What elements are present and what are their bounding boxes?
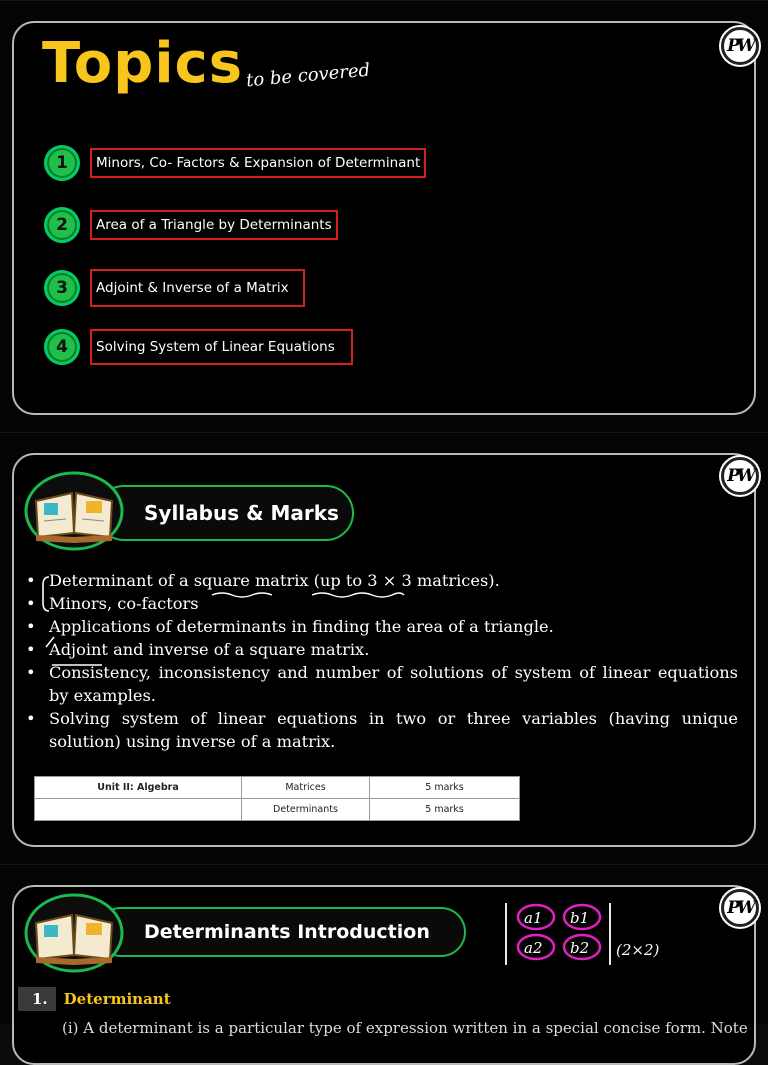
section-heading: Determinants Introduction xyxy=(144,921,430,943)
section-heading-pill xyxy=(96,485,354,541)
topic-number-badge: 3 xyxy=(44,270,80,306)
slide-determinants-intro xyxy=(0,864,768,1037)
topic-item xyxy=(44,269,305,307)
pw-logo: PW xyxy=(721,27,759,65)
bullet-item: • Consistency, inconsistency and number of solutions of system of linear equations by examples. xyxy=(22,661,738,707)
table-row xyxy=(35,799,520,821)
slide-syllabus xyxy=(0,432,768,864)
section-heading-pill xyxy=(96,907,466,957)
topic-label: Solving System of Linear Equations xyxy=(90,329,353,365)
subtitle-handwritten: to be covered xyxy=(245,59,371,92)
marks-table xyxy=(34,776,520,821)
topic-item xyxy=(44,207,338,243)
handwritten-annotations xyxy=(32,571,732,671)
section-title-row xyxy=(18,987,171,1011)
topics-card xyxy=(12,21,756,415)
handwritten-determinant xyxy=(498,893,698,973)
table-cell: Unit II: Algebra xyxy=(35,777,242,799)
section-number: 1. xyxy=(18,987,56,1011)
topic-item xyxy=(44,145,426,181)
pw-logo: PW xyxy=(721,889,759,927)
open-book-icon xyxy=(24,471,124,551)
topic-number-badge: 4 xyxy=(44,329,80,365)
matrix-order: (2×2) xyxy=(616,941,660,959)
section-heading: Syllabus & Marks xyxy=(144,501,339,525)
bullet-item: • Applications of determinants in finding the area of a triangle. xyxy=(22,615,738,638)
open-book-icon xyxy=(24,893,124,973)
entry-a2: a2 xyxy=(524,939,543,957)
topic-item xyxy=(44,329,353,365)
topic-number-badge: 1 xyxy=(44,145,80,181)
entry-b2: b2 xyxy=(570,939,590,957)
definition-text: (i) A determinant is a particular type of expression written in a special concise form. Note xyxy=(62,1019,748,1037)
bullet-item: • Solving system of linear equations in two or three variables (having unique solution) using inverse of a matrix. xyxy=(22,707,738,753)
topic-label: Adjoint & Inverse of a Matrix xyxy=(90,269,305,307)
entry-b1: b1 xyxy=(570,909,590,927)
topic-label: Area of a Triangle by Determinants xyxy=(90,210,338,240)
slide-topics xyxy=(0,0,768,432)
table-cell xyxy=(35,799,242,821)
topic-number-badge: 2 xyxy=(44,207,80,243)
topic-label: Minors, Co- Factors & Expansion of Determinant xyxy=(90,148,426,178)
table-cell: 5 marks xyxy=(370,799,520,821)
syllabus-card xyxy=(12,453,756,847)
section-title: Determinant xyxy=(63,990,171,1008)
bullet-item: • Minors, co-factors xyxy=(22,592,738,615)
intro-card xyxy=(12,885,756,1065)
table-cell: Matrices xyxy=(242,777,370,799)
bullet-item: • Determinant of a square matrix (up to 3 × 3 matrices). xyxy=(22,569,738,592)
bullet-item: • Adjoint and inverse of a square matrix. xyxy=(22,638,738,661)
pw-logo: PW xyxy=(721,457,759,495)
entry-a1: a1 xyxy=(524,909,543,927)
table-cell: 5 marks xyxy=(370,777,520,799)
page-title: Topics xyxy=(42,31,244,96)
table-row xyxy=(35,777,520,799)
table-cell: Determinants xyxy=(242,799,370,821)
